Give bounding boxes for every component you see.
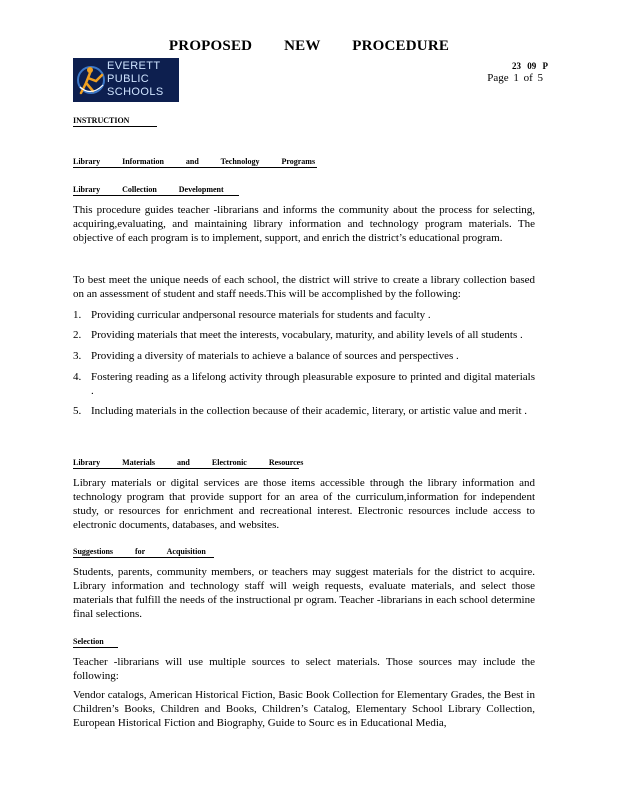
electronic-resources-paragraph: Library materials or digital services are those items accessible through the library information and technology program that provide support for an area of the curriculum,information for independent study, or resources for enrichment and recreational interest. Electronic resources include access to electronic documents, databases, and websites. [73, 477, 535, 531]
list-item-number: 5. [73, 405, 82, 417]
document-id: 23 09 P [512, 61, 548, 71]
everett-public-schools-logo [73, 58, 179, 102]
list-item-number: 1. [73, 309, 82, 321]
list-item-text: Providing a diversity of materials to achieve a balance of sources and perspectives . [91, 350, 459, 362]
section-heading-selection: Selection [73, 637, 118, 648]
list-item [73, 370, 535, 398]
suggestions-paragraph: Students, parents, community members, or teachers may suggest materials for the district to acquire. Library information and technology staff will weigh requests, evaluate materials, and select those materials that fulfill the needs of the instructional pr ogram. Teacher -librarians in each school determine final selections. [73, 566, 535, 620]
collection-development-paragraph-1: This procedure guides teacher -librarians and informs the community about the process for selecting, acquiring,evaluating, and maintaining library information and technology program materials. The objective of each program is to implement, support, and enrich the district’s educational program. [73, 204, 535, 244]
selection-paragraph-1: Teacher -librarians will use multiple sources to select materials. Those sources may include the following: [73, 656, 535, 682]
list-item-text: Fostering reading as a lifelong activity through pleasurable exposure to printed and digital materials . [91, 371, 535, 397]
list-item [73, 328, 535, 342]
collection-development-paragraph-2: To best meet the unique needs of each school, the district will strive to create a library collection based on an assessment of student and staff needs.This will be accomplished by the following: [73, 274, 535, 300]
list-item-text: Including materials in the collection because of their academic, literary, or artistic value and merit . [91, 405, 528, 417]
list-item [73, 308, 535, 322]
list-item [73, 404, 535, 418]
section-heading-collection-development: Library Collection Development [73, 185, 239, 196]
list-item [73, 349, 535, 363]
list-item-text: Providing materials that meet the interests, vocabulary, maturity, and ability levels of all students . [91, 329, 523, 341]
page-number: Page 1 of 5 [487, 72, 543, 84]
list-item-number: 3. [73, 350, 82, 362]
list-item-number: 4. [73, 371, 82, 383]
logo-text-line-1: EVERETT [107, 60, 161, 72]
logo-figure-icon [76, 61, 106, 99]
logo-text-line-3: SCHOOLS [107, 86, 164, 98]
list-item-text: Providing curricular andpersonal resource materials for students and faculty . [91, 309, 431, 321]
section-heading-electronic-resources: Library Materials and Electronic Resources [73, 458, 304, 467]
document-title: PROPOSED NEW PROCEDURE [168, 38, 450, 54]
collection-goals-list [73, 308, 535, 418]
logo-text-line-2: PUBLIC [107, 73, 150, 85]
section-heading-programs: Library Information and Technology Programs [73, 157, 316, 166]
section-heading-instruction: INSTRUCTION [73, 116, 157, 127]
selection-paragraph-2: Vendor catalogs, American Historical Fiction, Basic Book Collection for Elementary Grades, the Best in Children’s Books, Children and Books, Children’s Catalog, Elementary School Library Collection, European Historical Fiction and Biography, Guide to Sourc es in Educational Media, [73, 689, 535, 729]
list-item-number: 2. [73, 329, 82, 341]
section-heading-suggestions: Suggestions for Acquisition [73, 547, 214, 558]
